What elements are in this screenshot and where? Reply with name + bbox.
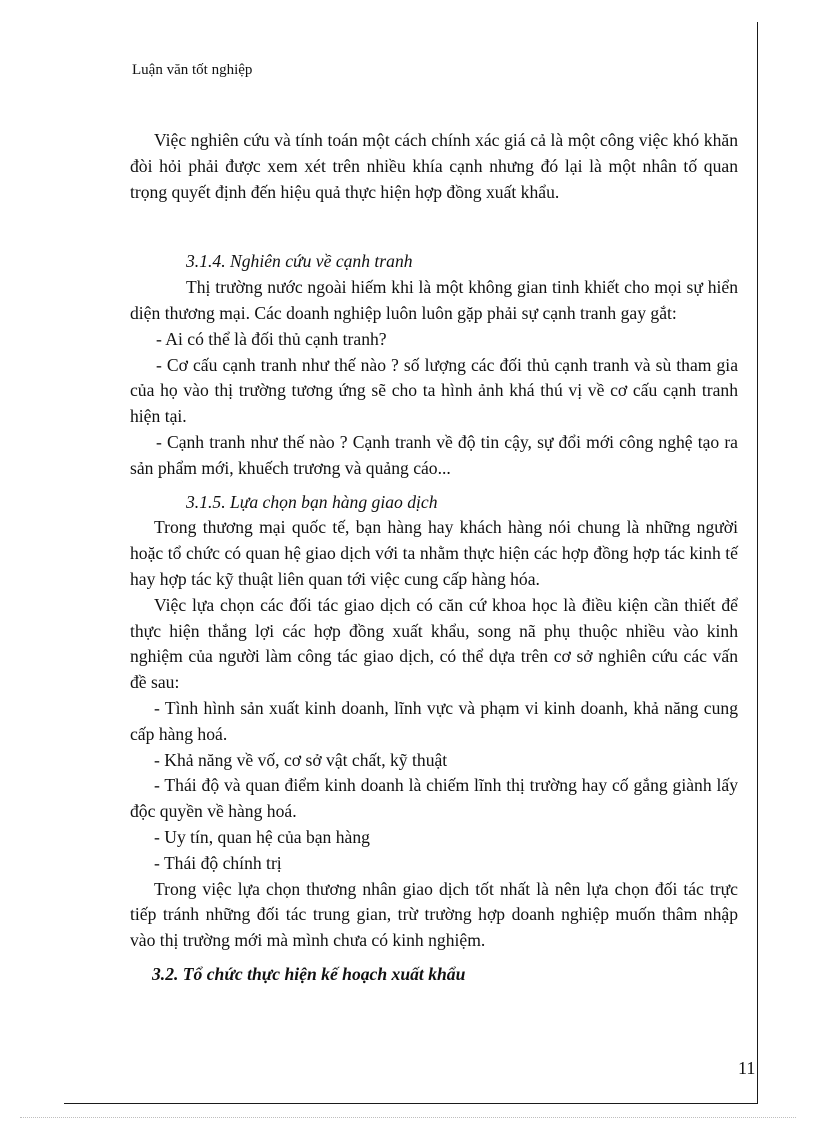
paragraph: Việc nghiên cứu và tính toán một cách chính xác giá cả là một công việc khó khăn đòi hỏi phải được xem xét trên nhiều khía cạnh nhưng đó lại là một nhân tố quan trọng quyết định đến hiệu quả thực hiện hợp đồng xuất khẩu.: [130, 130, 738, 202]
list-item: - Ai có thể là đối thủ cạnh tranh?: [156, 328, 387, 349]
paragraph: Trong thương mại quốc tế, bạn hàng hay khách hàng nói chung là những người hoặc tổ chức có quan hệ giao dịch với ta nhằm thực hiện các hợp đồng hợp tác kinh tế hay hợp tác kỹ thuật liên quan tới việc cung cấp hàng hóa.: [130, 517, 738, 589]
paragraph: Việc lựa chọn các đối tác giao dịch có căn cứ khoa học là điều kiện cần thiết để thực hiện thắng lợi các hợp đồng xuất khẩu, song nã phụ thuộc nhiều vào kinh nghiệm của người làm công tác giao dịch, có thể dựa trên cơ sở nghiên cứu các vấn đề sau:: [130, 594, 738, 693]
list-item: - Cạnh tranh như thế nào ? Cạnh tranh về độ tin cậy, sự đổi mới công nghệ tạo ra sản phẩm mới, khuếch trương và quảng cáo...: [130, 431, 738, 478]
list-item: - Khả năng về vố, cơ sở vật chất, kỹ thuật: [154, 749, 448, 770]
list-item: - Cơ cấu cạnh tranh như thế nào ? số lượng các đối thủ cạnh tranh và sù tham gia của họ vào thị trường tương ứng sẽ cho ta hình ảnh khá thú vị về cơ cấu cạnh tranh hiện tại.: [130, 354, 738, 427]
list-item: - Tình hình sản xuất kinh doanh, lĩnh vực và phạm vi kinh doanh, khả năng cung cấp hàng hoá.: [130, 697, 738, 744]
section-heading-3-1-4: 3.1.4. Nghiên cứu về cạnh tranh: [186, 251, 413, 272]
document-body: [130, 128, 738, 988]
list-item: - Thái độ và quan điểm kinh doanh là chiếm lĩnh thị trường hay cố gắng giành lấy độc quyền về hàng hoá.: [130, 775, 738, 822]
section-heading-3-1-5: 3.1.5. Lựa chọn bạn hàng giao dịch: [186, 491, 438, 512]
list-item: - Thái độ chính trị: [154, 852, 282, 873]
list-item: - Uy tín, quan hệ của bạn hàng: [154, 826, 370, 847]
page-number: 11: [738, 1058, 756, 1078]
page-separator: [20, 1117, 796, 1118]
running-header: Luận văn tốt nghiệp: [132, 62, 253, 78]
paragraph: Thị trường nước ngoài hiếm khi là một không gian tinh khiết cho mọi sự hiển diện thương mại. Các doanh nghiệp luôn luôn gặp phải sự cạnh tranh gay gắt:: [130, 277, 738, 323]
section-heading-3-2: 3.2. Tổ chức thực hiện kế hoạch xuất khẩu: [152, 963, 466, 984]
paragraph: Trong việc lựa chọn thương nhân giao dịch tốt nhất là nên lựa chọn đối tác trực tiếp tránh những đối tác trung gian, trừ trường hợp doanh nghiệp muốn thâm nhập vào thị trường mới mà mình chưa có kinh nghiệm.: [130, 878, 738, 951]
